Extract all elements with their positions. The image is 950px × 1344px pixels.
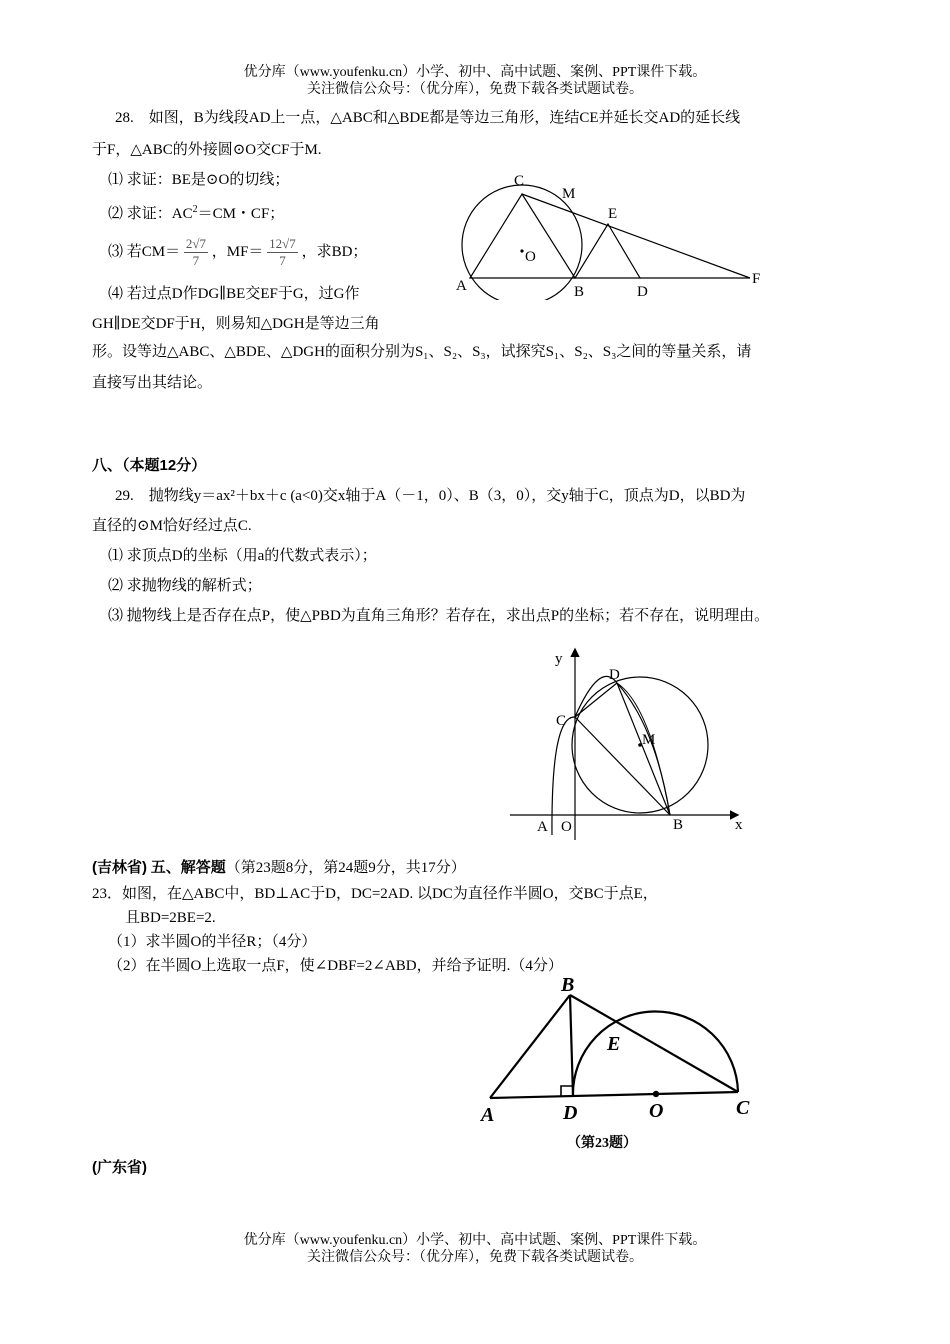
label-a: A xyxy=(456,278,467,294)
jilin-heading: (吉林省) 五、解答题（第23题8分，第24题9分，共17分） xyxy=(92,859,466,876)
label-d: D xyxy=(637,284,648,300)
label-o: O xyxy=(649,1100,664,1122)
q28-figure xyxy=(450,168,770,300)
label-d: D xyxy=(609,667,620,683)
q28-part-3: ⑶ 若CM＝ $\frac{2√7}{7}$ ，MF＝ $\frac{12√7}{7}$ ，求BD； xyxy=(108,236,368,269)
q28-part-4b: GH∥DE交DF于H，则易知△DGH是等边三角 xyxy=(92,316,380,332)
line-bd xyxy=(570,995,573,1096)
label-c: C xyxy=(556,713,567,729)
parabola xyxy=(552,676,670,835)
q28-line-2: 于F，△ABC的外接圆⊙O交CF于M. xyxy=(92,142,322,158)
q23-part-2: （2）在半圆O上选取一点F，使∠DBF=2∠ABD，并给予证明.（4分） xyxy=(108,958,563,974)
triangle-abc xyxy=(470,194,575,278)
guangdong-heading: (广东省) xyxy=(92,1159,147,1176)
label-c: C xyxy=(514,173,525,189)
line-db xyxy=(617,683,670,815)
q29-line-1: 29. 抛物线y＝ax²＋bx＋c (a<0)交x轴于A（－1，0）、B（3，0），交y轴于C，顶点为D，以BD为 xyxy=(115,488,746,504)
fraction-mf: $\frac{12√7}{7}$ xyxy=(269,236,296,269)
line-bc xyxy=(570,995,738,1092)
label-a: A xyxy=(537,819,548,835)
q23-line-2: 且BD=2BE=2. xyxy=(125,910,216,926)
triangle-bde xyxy=(575,224,640,278)
q28-part-2: ⑵ 求证：$AC^2=CM$・CF； xyxy=(108,204,285,222)
label-m: M xyxy=(642,732,656,748)
label-c: C xyxy=(736,1097,750,1119)
label-y: y xyxy=(555,651,563,667)
footer-line-2: 关注微信公众号：（优分库），免费下载各类试题试卷。 xyxy=(307,1250,643,1265)
label-e: E xyxy=(608,206,618,222)
line-cb xyxy=(575,717,670,815)
figure-caption: （第23题） xyxy=(567,1136,637,1151)
q29-line-2: 直径的⊙M恰好经过点C. xyxy=(92,518,252,534)
q29-part-3: ⑶ 抛物线上是否存在点P，使△PBD为直角三角形？若存在，求出点P的坐标；若不存在，说明理由。 xyxy=(108,608,770,624)
header-line-1: 优分库（www.youfenku.cn）小学、初中、高中试题、案例、PPT课件下载。 xyxy=(243,65,707,80)
q28-part-4c: 形。设等边△ABC、△BDE、△DGH的面积分别为S₁、S₂、S₃，试探究S₁、S₂、S₃之间的等量关系，请 xyxy=(92,344,752,360)
q28-part-1: ⑴ 求证：BE是⊙O的切线； xyxy=(108,172,290,188)
label-o: O xyxy=(525,249,536,265)
header-line-2: 关注微信公众号：（优分库），免费下载各类试题试卷。 xyxy=(307,82,643,97)
section-8-title: 八、（本题12分） xyxy=(92,457,207,474)
q23-part-1: （1）求半圆O的半径R；（4分） xyxy=(108,934,317,950)
line-cd xyxy=(575,683,617,717)
center-o-dot xyxy=(653,1091,659,1097)
label-x: x xyxy=(735,817,743,833)
center-o-dot xyxy=(520,249,523,252)
label-b: B xyxy=(561,975,575,996)
label-f: F xyxy=(752,271,761,287)
q29-part-2: ⑵ 求抛物线的解析式； xyxy=(108,578,262,594)
label-d: D xyxy=(563,1102,578,1124)
label-o: O xyxy=(561,819,572,835)
q29-figure xyxy=(505,645,755,845)
q28-part-4a: ⑷ 若过点D作DG∥BE交EF于G，过G作 xyxy=(108,286,360,302)
label-b: B xyxy=(673,817,684,833)
line-ab xyxy=(490,995,570,1098)
q28-line-1: 28. 如图，B为线段AD上一点，△ABC和△BDE都是等边三角形，连结CE并延长交AD的延长线 xyxy=(115,110,741,126)
semicircle-o xyxy=(573,1011,738,1096)
q29-part-1: ⑴ 求顶点D的坐标（用a的代数式表示）； xyxy=(108,548,377,564)
footer-line-1: 优分库（www.youfenku.cn）小学、初中、高中试题、案例、PPT课件下载。 xyxy=(243,1233,707,1248)
right-angle-mark xyxy=(561,1086,573,1096)
fraction-cm: $\frac{2√7}{7}$ xyxy=(185,236,206,269)
line-cf xyxy=(522,194,750,278)
label-e: E xyxy=(607,1033,621,1055)
label-m: M xyxy=(562,186,576,202)
line-ac xyxy=(490,1092,738,1098)
q23-figure xyxy=(475,975,765,1155)
label-a: A xyxy=(481,1104,495,1126)
label-b: B xyxy=(574,284,585,300)
q28-part-4d: 直接写出其结论。 xyxy=(92,375,213,391)
q23-line-1: 23．如图，在△ABC中，BD⊥AC于D，DC=2AD. 以DC为直径作半圆O，交BC于点E， xyxy=(92,886,658,902)
circle-o xyxy=(462,185,585,300)
